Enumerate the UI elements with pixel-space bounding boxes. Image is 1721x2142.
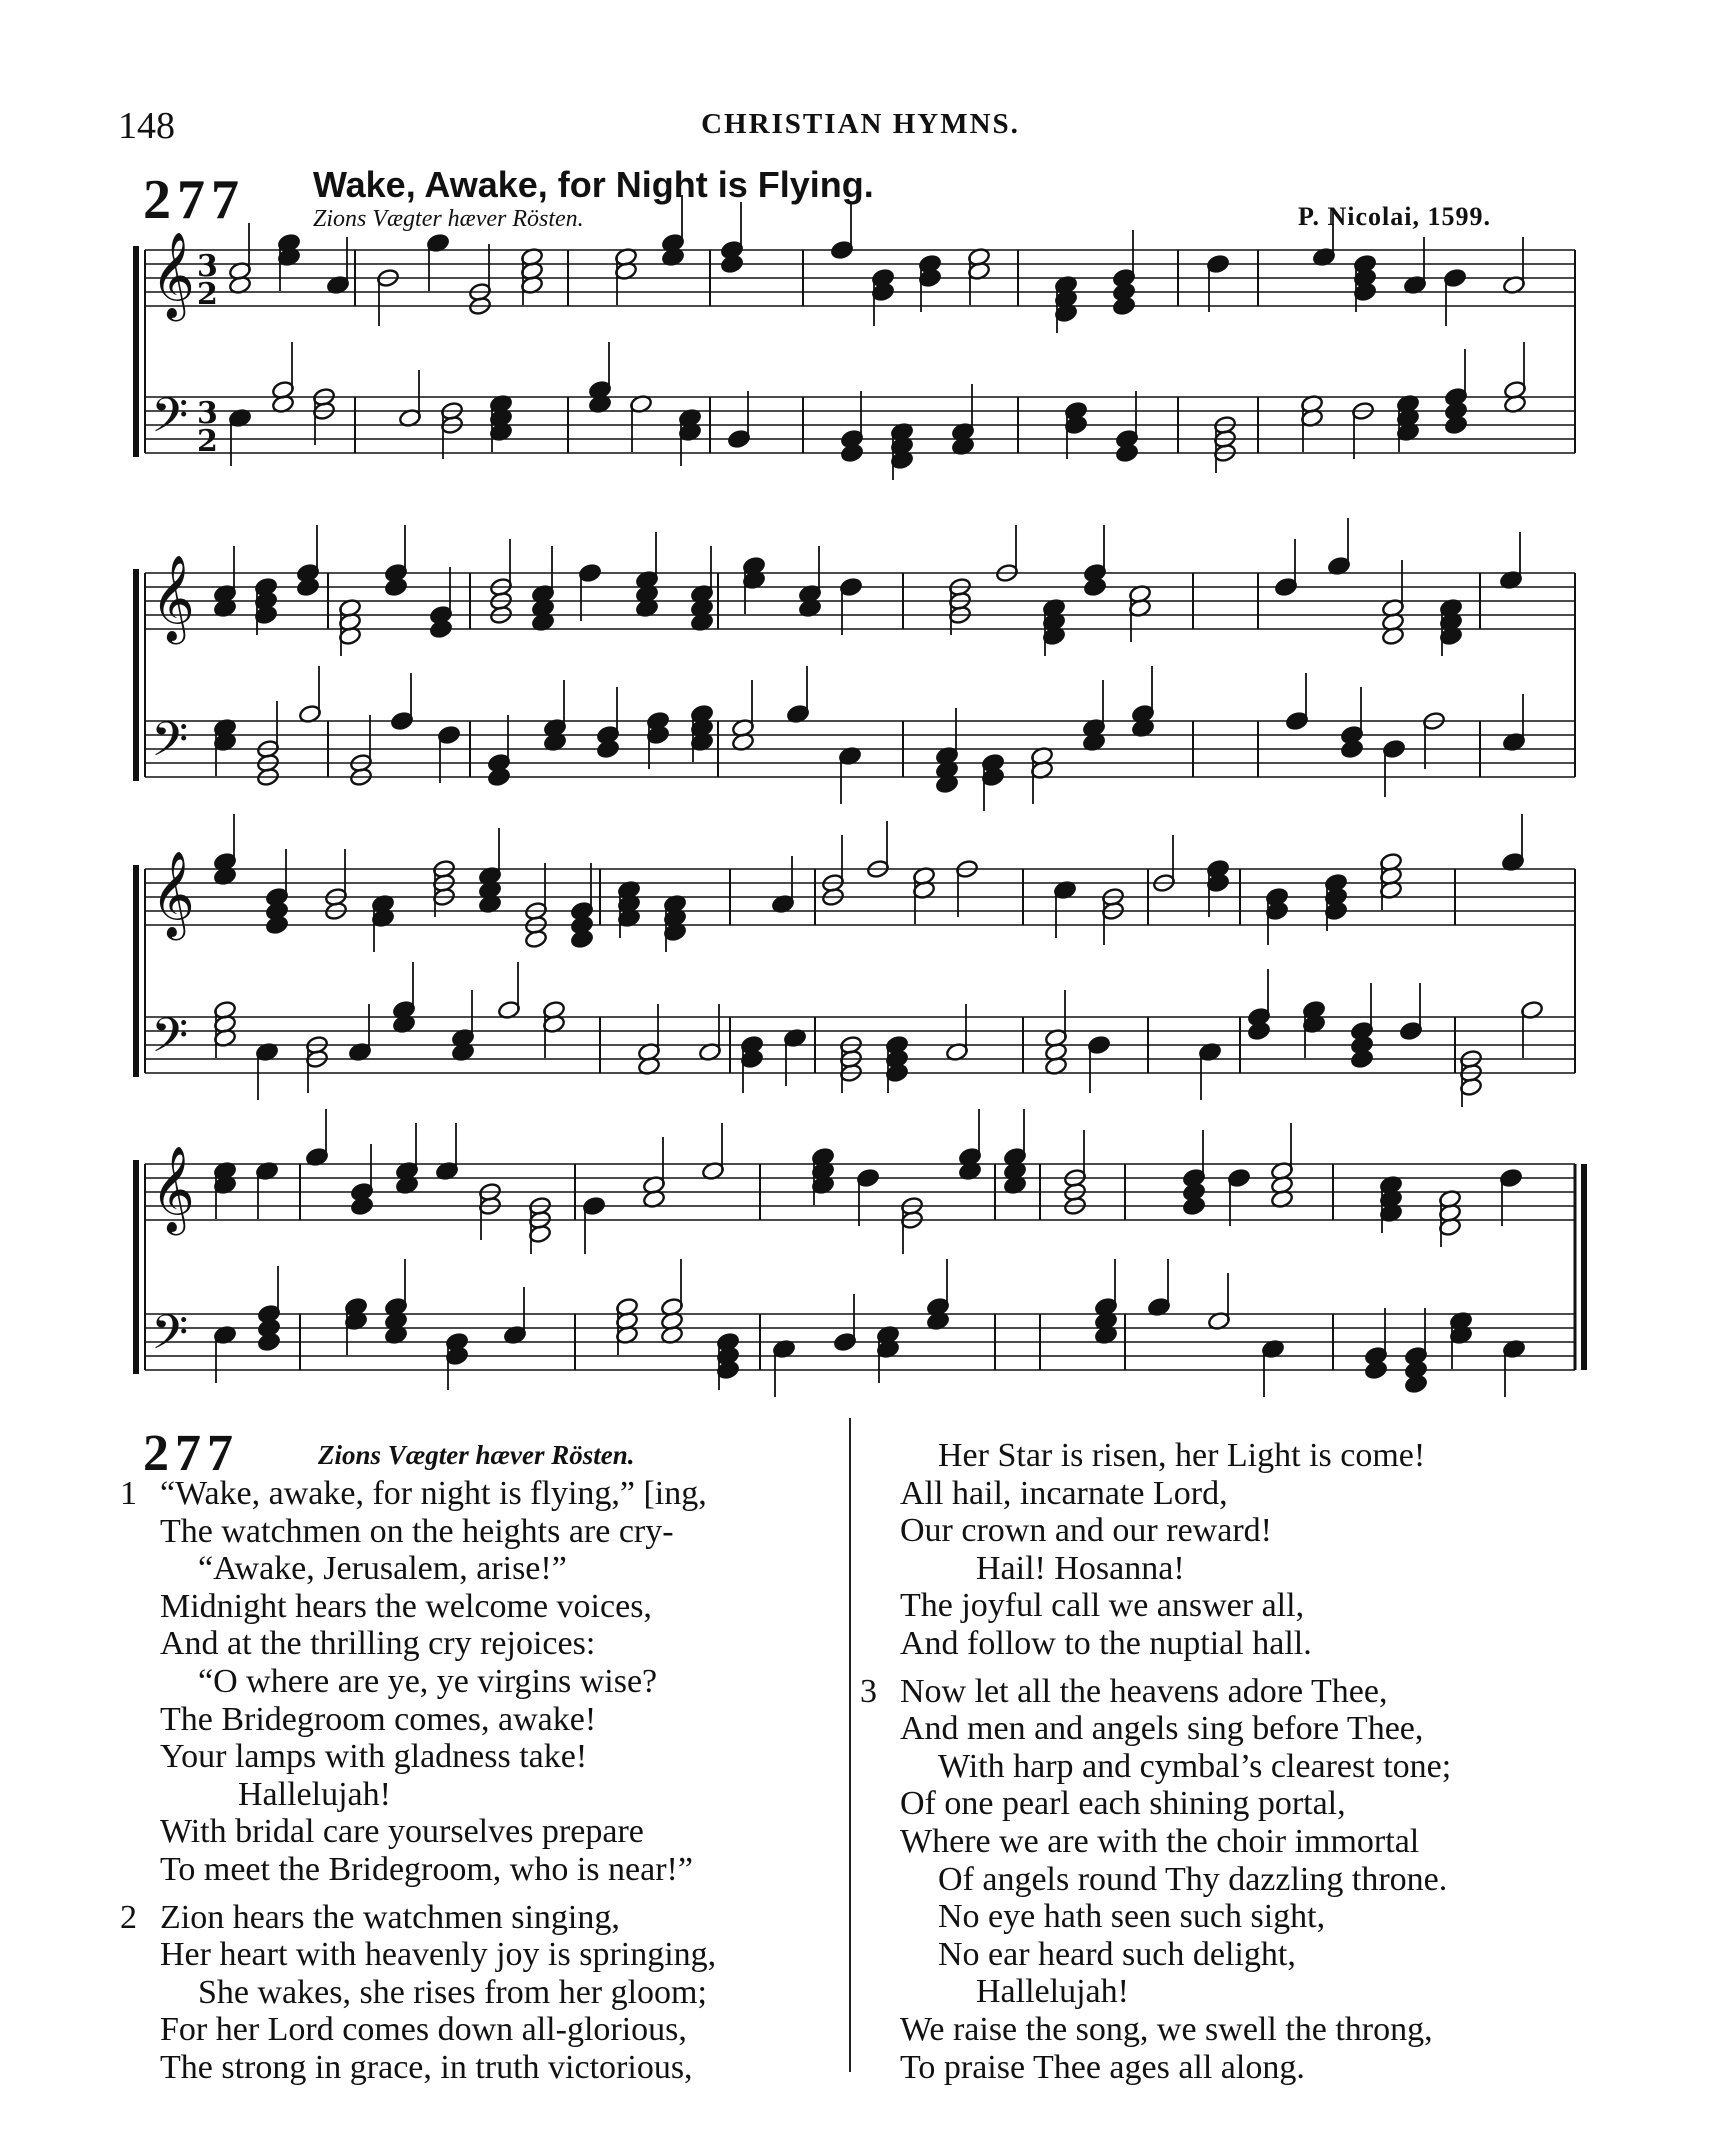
verse-line [120, 1899, 840, 1937]
verse-line [120, 1588, 840, 1626]
verse-line [120, 1936, 840, 1974]
hymn-original-title: Zions Vægter hæver Rösten. [313, 206, 584, 232]
verse-text: Midnight hears the welcome voices, [160, 1587, 652, 1625]
verse-text: Hallelujah! [976, 1973, 1129, 2011]
verse-text: And men and angels sing before Thee, [900, 1710, 1424, 1748]
note-head [596, 739, 620, 759]
verse-text: We raise the song, we swell the throng, [900, 2010, 1433, 2048]
verse-line [120, 1550, 840, 1588]
verse-text: The watchmen on the heights are cry- [160, 1512, 674, 1550]
note-head [487, 767, 511, 787]
verse-text: Hallelujah! [238, 1775, 391, 1813]
verse-text: She wakes, she rises from her gloom; [198, 1973, 707, 2011]
verse-text: The joyful call we answer all, [900, 1587, 1305, 1625]
verse-line [860, 1748, 1690, 1786]
verse-number: 1 [120, 1475, 137, 1512]
verse-line [120, 2011, 840, 2049]
hymn-title: Wake, Awake, for Night is Flying. [313, 164, 874, 205]
note-head [524, 929, 548, 949]
bass-clef: 𝄢 [151, 387, 189, 455]
verse-line [120, 2049, 840, 2087]
stanza [860, 1673, 1690, 2087]
verse-text: Of one pearl each shining portal, [900, 1785, 1346, 1823]
system-bracket [133, 1160, 139, 1374]
verse-number: 2 [120, 1898, 137, 1936]
time-signature-bottom: 2 [197, 424, 218, 459]
verse-text: With harp and cymbal’s clearest tone; [938, 1747, 1452, 1785]
verse-text: Your lamps with gladness take! [160, 1738, 588, 1776]
verse-text: To meet the Bridegroom, who is near!” [160, 1850, 693, 1888]
verse-line [860, 1898, 1690, 1936]
note-head [1444, 415, 1468, 435]
verse-text: “Wake, awake, for night is flying,” [ing, [160, 1475, 707, 1512]
verse-line [860, 1861, 1690, 1899]
note-head [1115, 443, 1139, 463]
note-head [265, 915, 289, 935]
verse-text: The Bridegroom comes, awake! [160, 1700, 597, 1738]
note-head [1182, 1196, 1206, 1216]
note-head [296, 577, 320, 597]
verse-line [120, 1513, 840, 1551]
verses-left-column [120, 1475, 840, 2087]
time-signature-bottom: 2 [197, 277, 218, 312]
note-head [570, 929, 594, 949]
verse-line [120, 1851, 840, 1889]
treble-clef: 𝄞 [151, 851, 195, 937]
note-head [840, 443, 864, 463]
system-bracket [133, 246, 139, 457]
verse-line [860, 1710, 1690, 1748]
verse-line [860, 1587, 1690, 1625]
verse-line [860, 1437, 1690, 1475]
treble-clef: 𝄞 [151, 1146, 195, 1232]
verse-text: Of angels round Thy dazzling throne. [938, 1860, 1448, 1898]
verse-text: Zion hears the watchmen singing, [160, 1898, 620, 1936]
verse-line [120, 1475, 840, 1513]
verse-text: Now let all the heavens adore Thee, [900, 1672, 1388, 1710]
verse-text: Hail! Hosanna! [976, 1549, 1185, 1587]
note-head [1083, 577, 1107, 597]
verse-line [860, 1475, 1690, 1513]
system-bracket [133, 569, 139, 781]
verse-line [120, 1813, 840, 1851]
verse-text: “Awake, Jerusalem, arise!” [198, 1550, 567, 1588]
verse-line [860, 1973, 1690, 2011]
verse-line [120, 1738, 840, 1776]
note-head [1350, 1049, 1374, 1069]
note-head [384, 577, 408, 597]
time-signature-top: 3 [197, 249, 218, 284]
verse-text: Where we are with the choir immortal [900, 1822, 1420, 1860]
stanza [120, 1899, 840, 2087]
hymn-author: P. Nicolai, 1599. [1298, 202, 1491, 231]
note-head [1340, 739, 1364, 759]
verse-line [120, 1701, 840, 1739]
note-head [257, 1332, 281, 1352]
verse-line [860, 1936, 1690, 1974]
verse-text: To praise Thee ages all along. [900, 2048, 1305, 2086]
stanza [860, 1437, 1690, 1663]
verse-text: And at the thrilling cry rejoices: [160, 1625, 596, 1663]
verse-text: For her Lord comes down all-glorious, [160, 2011, 687, 2049]
verse-text: No eye hath seen such sight, [938, 1898, 1326, 1936]
hymn-number-text: 277 [143, 1425, 239, 1482]
verse-text: And follow to the nuptial hall. [900, 1624, 1312, 1662]
verse-line [120, 1974, 840, 2012]
note-head [1247, 1021, 1271, 1041]
verse-line [860, 2049, 1690, 2087]
verse-text: The strong in grace, in truth victorious, [160, 2048, 693, 2086]
verse-text: Her Star is risen, her Light is come! [938, 1437, 1426, 1474]
verse-line [120, 1663, 840, 1701]
bass-clef: 𝄢 [151, 711, 189, 779]
verse-line [120, 1625, 840, 1663]
verse-text: Our crown and our reward! [900, 1512, 1272, 1550]
verse-text: “O where are ye, ye virgins wise? [198, 1662, 658, 1700]
verses-right-column [860, 1437, 1690, 2086]
verse-line [860, 1673, 1690, 1711]
bass-clef: 𝄢 [151, 1007, 189, 1075]
text-original-title: Zions Vægter hæver Rösten. [318, 1440, 635, 1470]
note-head [429, 619, 453, 639]
column-divider [849, 1418, 851, 2072]
verse-line [860, 1823, 1690, 1861]
stanza [120, 1475, 840, 1889]
time-signature-top: 3 [197, 396, 218, 431]
bass-clef: 𝄢 [151, 1304, 189, 1372]
verse-line [860, 1785, 1690, 1823]
note-head [1404, 1374, 1428, 1394]
final-bar-line [1581, 1164, 1587, 1370]
verse-number: 3 [860, 1672, 877, 1710]
verse-text: No ear heard such delight, [938, 1935, 1296, 1973]
hymn-number: 277 [143, 169, 245, 231]
verse-text: All hail, incarnate Lord, [900, 1474, 1228, 1512]
note-head [1364, 1360, 1388, 1380]
running-head: CHRISTIAN HYMNS. [701, 108, 1020, 140]
verse-line [120, 1776, 840, 1814]
verse-line [860, 1550, 1690, 1588]
treble-clef: 𝄞 [151, 555, 195, 641]
treble-clef: 𝄞 [151, 232, 195, 318]
verse-line [860, 2011, 1690, 2049]
verse-line [860, 1512, 1690, 1550]
system-bracket [133, 865, 139, 1077]
note-head [720, 254, 744, 274]
page-number: 148 [118, 105, 175, 147]
verse-text: With bridal care yourselves prepare [160, 1813, 644, 1851]
note-head [1112, 296, 1136, 316]
note-head [350, 1196, 374, 1216]
verse-text: Her heart with heavenly joy is springing, [160, 1936, 717, 1974]
verse-line [860, 1625, 1690, 1663]
